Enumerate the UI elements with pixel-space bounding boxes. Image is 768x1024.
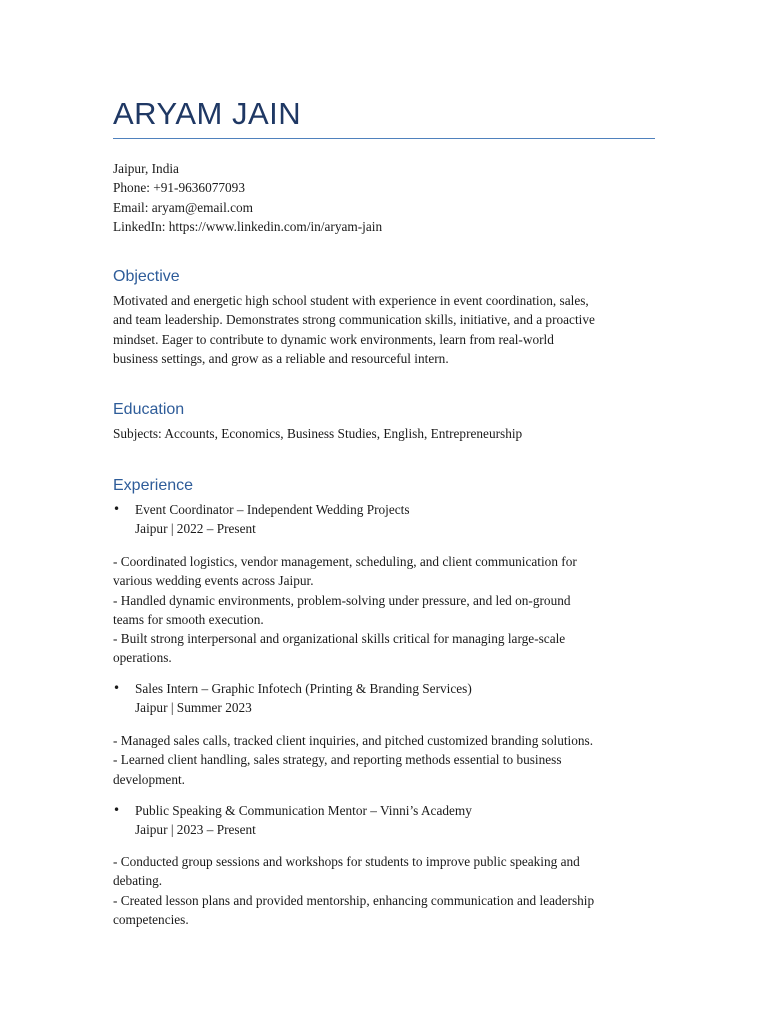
experience-line: - Coordinated logistics, vendor management, scheduling, and client communication for: [113, 554, 577, 569]
bullet-icon: •: [113, 803, 121, 817]
education-subjects: [113, 424, 655, 443]
experience-meta: Jaipur | 2022 – Present: [135, 521, 256, 537]
experience-meta: Jaipur | 2023 – Present: [135, 822, 256, 838]
objective-line: and team leadership. Demonstrates strong communication skills, initiative, and a proactive: [113, 312, 595, 328]
bullet-icon: •: [113, 502, 121, 516]
experience-item-sales-intern: [113, 679, 472, 718]
experience-line: - Managed sales calls, tracked client inquiries, and pitched customized branding solutions.: [113, 733, 594, 748]
experience-line: debating.: [113, 873, 163, 889]
contact-linkedin: LinkedIn: https://www.linkedin.com/in/aryam-jain: [113, 218, 383, 234]
experience-title: Sales Intern – Graphic Infotech (Printing & Branding Services): [135, 681, 472, 696]
experience-line: - Conducted group sessions and workshops for students to improve public speaking and: [113, 854, 580, 869]
experience-title: Event Coordinator – Independent Wedding Projects: [135, 502, 410, 517]
contact-info: [113, 159, 382, 236]
objective-line: mindset. Eager to contribute to dynamic work environments, learn from real-world: [113, 331, 554, 347]
objective-line: Motivated and energetic high school student with experience in event coordination, sales,: [113, 293, 589, 308]
experience-meta: Jaipur | Summer 2023: [135, 700, 252, 716]
experience-line: - Learned client handling, sales strategy, and reporting methods essential to business: [113, 752, 562, 768]
experience-line: teams for smooth execution.: [113, 611, 264, 627]
objective-text: [113, 291, 655, 368]
contact-location: Jaipur, India: [113, 161, 179, 176]
experience-line: - Created lesson plans and provided mentorship, enhancing communication and leadership: [113, 892, 595, 908]
experience-line: development.: [113, 771, 186, 787]
experience-line: various wedding events across Jaipur.: [113, 573, 314, 589]
experience-item-event-coordinator: [113, 500, 410, 539]
experience-item-speaking-mentor: [113, 801, 472, 840]
education-subjects-line: Subjects: Accounts, Economics, Business Studies, English, Entrepreneurship: [113, 426, 523, 441]
bullet-icon: •: [113, 681, 121, 695]
objective-line: business settings, and grow as a reliable and resourceful intern.: [113, 350, 449, 366]
experience-line: - Handled dynamic environments, problem-solving under pressure, and led on-ground: [113, 592, 571, 608]
name-divider: [113, 138, 655, 139]
experience-description: [113, 852, 655, 929]
experience-line: operations.: [113, 650, 172, 666]
contact-email: Email: aryam@email.com: [113, 199, 253, 215]
experience-title: Public Speaking & Communication Mentor – Vinni’s Academy: [135, 803, 472, 818]
experience-line: - Built strong interpersonal and organizational skills critical for managing large-scale: [113, 631, 566, 647]
education-heading: Education: [113, 401, 185, 418]
experience-description: [113, 552, 655, 668]
experience-heading: Experience: [113, 477, 194, 494]
objective-heading: Objective: [113, 268, 180, 285]
resume-name: ARYAM JAIN: [113, 96, 302, 131]
contact-phone: Phone: +91-9636077093: [113, 180, 245, 196]
experience-line: competencies.: [113, 911, 189, 927]
experience-description: [113, 731, 655, 789]
